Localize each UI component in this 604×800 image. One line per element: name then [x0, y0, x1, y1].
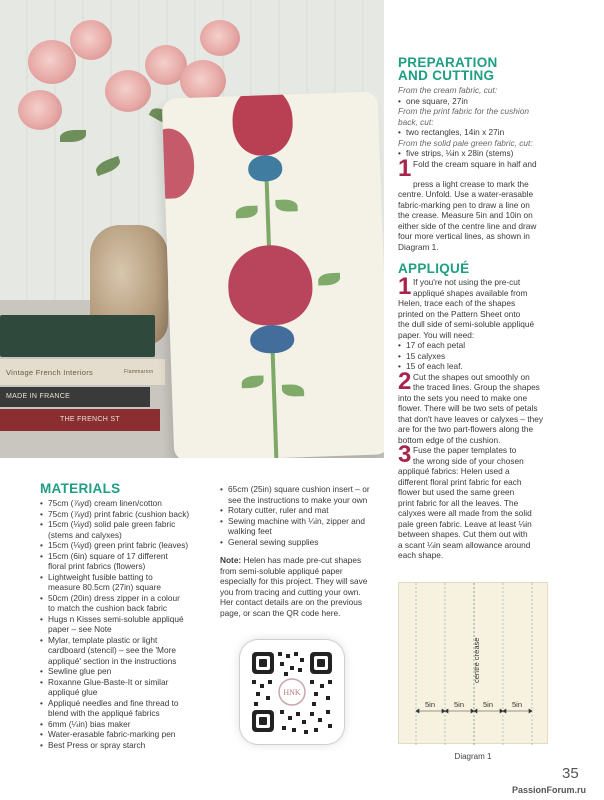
material-item: • 15cm (6in) square of 17 different: [40, 551, 210, 562]
note-label: Note:: [220, 555, 242, 565]
measure-label: 5in: [511, 700, 523, 709]
rose: [70, 20, 112, 60]
note-text: page, or scan the QR code here.: [220, 607, 341, 618]
materials-list-continued: [220, 484, 385, 618]
book-title: MADE IN FRANCE: [6, 393, 71, 400]
step-number: 1: [398, 273, 412, 300]
flower-calyx: [250, 324, 295, 354]
heading-line: PREPARATION: [398, 55, 498, 70]
step-text: paper. You will need:: [398, 329, 475, 340]
page-number: 35: [562, 765, 579, 782]
note-text: Her contact details are on the previous: [220, 597, 363, 607]
flower-petal: [227, 244, 314, 327]
material-item: • Lightweight fusible batting to: [40, 572, 210, 583]
diagram-1: [398, 582, 548, 744]
flower-calyx: [248, 155, 283, 182]
material-item: • 75cm (⅞yd) cream linen/cotton: [40, 498, 210, 509]
material-item: • 15cm (⅛yd) solid pale green fabric: [40, 519, 210, 530]
book: [0, 359, 165, 385]
applique-leaf: [282, 384, 304, 397]
material-item-continued: (stems and calyxes): [48, 529, 122, 540]
book-stack: [0, 315, 170, 445]
step-text: into the sets you need to make one: [398, 392, 528, 403]
step-1-applique: [398, 273, 554, 300]
material-item-continued: appliqué glue: [48, 687, 98, 697]
note-text: especially for this project. They will save: [220, 576, 368, 586]
step-text: calyxes were all made from the solid: [398, 508, 532, 518]
step-number: 2: [398, 367, 412, 395]
material-item-continued: paper – see Note: [48, 624, 112, 634]
rose: [105, 70, 151, 112]
applique-leaf: [236, 206, 258, 219]
step-3-applique: [398, 441, 554, 468]
book-publisher: Flammarion: [124, 369, 154, 375]
step-text: press a light crease to mark the: [413, 178, 529, 189]
measure-label: 5in: [424, 700, 436, 709]
cut-intro: From the print fabric for the cushion: [398, 106, 529, 116]
step-text: that don't have leaves or calyxes – they: [398, 413, 544, 424]
step-text: flower. There will be two sets of petals: [398, 403, 538, 413]
measure-label: 5in: [453, 700, 465, 709]
need-item: • 15 calyxes: [398, 351, 554, 362]
section-heading-materials: MATERIALS: [40, 481, 121, 496]
note-text: Helen has made pre-cut shapes: [241, 555, 362, 565]
step-text: Fuse the paper templates to: [413, 445, 517, 455]
rose: [18, 90, 62, 130]
material-item: • General sewing supplies: [220, 537, 385, 548]
material-item-continued: appliqué' section in the instructions: [48, 655, 177, 666]
step-text: Fold the cream square in half and: [413, 158, 537, 169]
step-text: the traced lines. Group the shapes: [413, 382, 540, 392]
step-text: either side of the centre line and draw: [398, 220, 537, 231]
step-text: pale green fabric. Leave at least ⅛in: [398, 518, 532, 529]
step-text: If you're not using the pre-cut: [413, 277, 521, 287]
material-item: • Rotary cutter, ruler and mat: [220, 505, 385, 516]
material-item: • Mylar, template plastic or light: [40, 635, 210, 646]
step-text: fabric-marking pen to draw a line on: [398, 199, 530, 210]
section-heading-applique: APPLIQUÉ: [398, 261, 470, 276]
cut-intro: From the solid pale green fabric, cut:: [398, 137, 533, 148]
step-text: print fabric for all the leaves. The: [398, 497, 519, 508]
applique-cushion: [162, 91, 384, 458]
material-item: • Appliqué needles and fine thread to: [40, 698, 210, 709]
book-title: Vintage French Interiors: [6, 368, 94, 377]
material-item-continued: blend with the appliqué fabrics: [48, 708, 160, 718]
material-item-continued: walking feet: [228, 526, 272, 536]
step-text: Helen, trace each of the shapes: [398, 298, 516, 308]
crease-lines-diagram: [399, 583, 549, 745]
book-title: THE FRENCH ST: [60, 416, 120, 423]
material-item: • Roxanne Glue-Baste-It or similar: [40, 677, 210, 688]
note-text: you from tracing and cutting your own.: [220, 586, 361, 597]
book: [0, 315, 155, 357]
flower-petal: [162, 128, 195, 200]
material-item-continued: measure 80.5cm (27in) square: [48, 582, 161, 592]
materials-items: [220, 484, 385, 547]
section-heading-preparation: [398, 56, 554, 82]
cut-item: • five strips, ⅛in x 28in (stems): [398, 148, 554, 159]
cut-intro: From the cream fabric, cut:: [398, 85, 498, 95]
step-number: 3: [398, 441, 412, 468]
cut-item: • one square, 27in: [398, 96, 554, 107]
centre-crease-label: centre crease: [472, 637, 481, 683]
step-text: Diagram 1.: [398, 241, 439, 252]
material-item: • 75cm (⅞yd) print fabric (cushion back): [40, 509, 210, 520]
material-item: • 65cm (25in) square cushion insert – or: [220, 484, 385, 495]
book: [0, 409, 160, 431]
material-item-continued: floral print fabrics (flowers): [48, 561, 146, 571]
material-item: • Water-erasable fabric-marking pen: [40, 729, 210, 740]
heading-line: AND CUTTING: [398, 68, 495, 83]
step-text: a scant ¼in seam allowance around: [398, 539, 531, 550]
materials-items: [40, 498, 210, 750]
step-text: the dull side of semi-soluble appliqué: [398, 319, 535, 329]
step-text: the wrong side of your chosen: [413, 455, 524, 466]
material-item: • 50cm (20in) dress zipper in a colour: [40, 593, 210, 604]
material-item: • Sewing machine with ¼in, zipper and: [220, 516, 385, 527]
step-text: different floral print fabric for each: [398, 476, 522, 487]
step-text: centre. Unfold. Use a water-erasable: [398, 189, 534, 199]
material-item: • Best Press or spray starch: [40, 740, 210, 751]
step-text: between shapes. Cut them out with: [398, 529, 528, 539]
step-text: printed on the Pattern Sheet onto: [398, 308, 521, 319]
note-text: from semi-soluble appliqué paper: [220, 565, 343, 576]
applique-leaf: [241, 375, 263, 388]
qr-logo: HNK: [283, 688, 301, 697]
applique-leaf: [275, 199, 297, 212]
step-text: flower but used the same green: [398, 487, 515, 497]
need-item: • 17 of each petal: [398, 340, 554, 351]
step-1-prep: [398, 154, 554, 182]
material-item-continued: see the instructions to make your own: [228, 494, 368, 505]
material-item-continued: to match the cushion back fabric: [48, 603, 167, 613]
flower-petal: [231, 91, 293, 156]
book: [0, 387, 150, 407]
step-text: Cut the shapes out smoothly on: [413, 371, 530, 382]
measure-label: 5in: [482, 700, 494, 709]
rose: [200, 20, 240, 56]
step-text: each shape.: [398, 550, 444, 560]
diagram-caption: Diagram 1: [454, 752, 492, 761]
rose: [180, 60, 226, 102]
rose: [28, 40, 76, 84]
qr-code[interactable]: [240, 640, 344, 744]
step-text: four more vertical lines, as shown in: [398, 231, 530, 241]
cut-intro: back, cut:: [398, 116, 434, 127]
cushion-photo: [0, 0, 384, 458]
step-number: 1: [398, 154, 412, 182]
material-item: • Sewline glue pen: [40, 666, 210, 677]
watermark-text: PassionForum.ru: [512, 785, 587, 795]
instructions-column: [398, 56, 554, 561]
need-item: • 15 of each leaf.: [398, 361, 554, 372]
applique-leaf: [318, 273, 340, 286]
step-text: the crease. Measure 5in and 10in on: [398, 210, 533, 220]
step-text: are for the two part-flowers along the: [398, 424, 534, 434]
cut-item: • two rectangles, 14in x 27in: [398, 127, 554, 138]
material-item: • Hugs n Kisses semi-soluble appliqué: [40, 614, 210, 625]
material-item: • 15cm (⅛yd) green print fabric (leaves): [40, 540, 210, 551]
material-item-continued: cardboard (stencil) – see the 'More: [48, 645, 176, 655]
note-paragraph: [220, 555, 385, 566]
step-2-applique: [398, 367, 554, 395]
material-item: • 6mm (¼in) bias maker: [40, 719, 210, 730]
step-text: bottom edge of the cushion.: [398, 434, 501, 445]
qr-code-graphic: [240, 640, 344, 744]
step-text: appliqué fabrics: Helen used a: [398, 466, 510, 476]
step-text: appliqué shapes available from: [413, 287, 528, 298]
materials-list: [40, 482, 210, 750]
